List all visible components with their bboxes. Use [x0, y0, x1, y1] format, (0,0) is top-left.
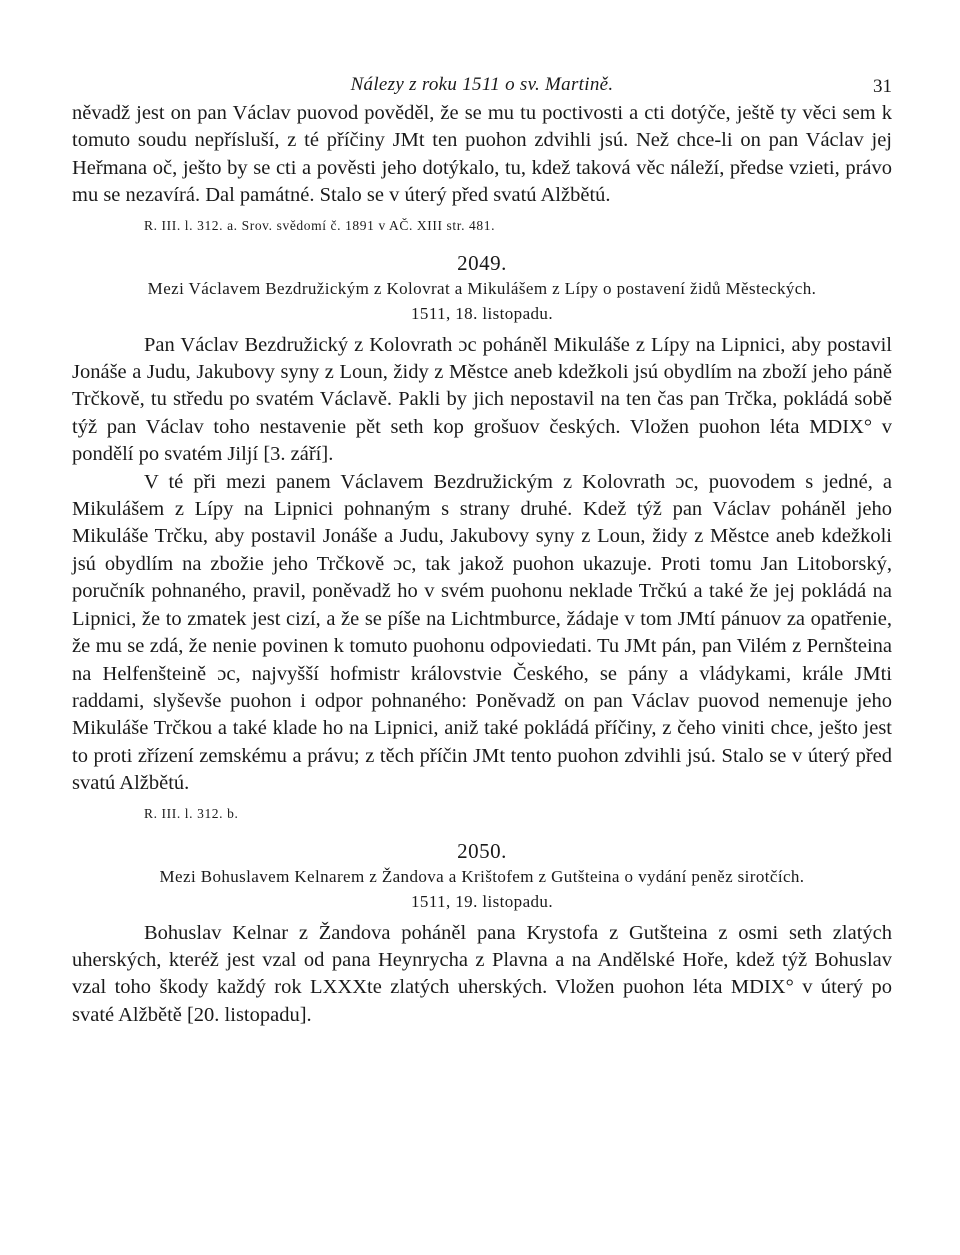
entry-title: Mezi Bohuslavem Kelnarem z Žandova a Krištofem z Gutšteina o vydání peněz sirotčích.: [159, 866, 805, 886]
running-title: Nálezy z roku 1511 o sv. Martině.: [350, 74, 614, 95]
source-reference: R. III. l. 312. b.: [144, 805, 239, 821]
entry-paragraph: Bohuslav Kelnar z Žandova poháněl pana Krystofa z Gutšteina z osmi seth zlatých uherských, kteréž jest vzal od pana Heynrycha z Plavna a na Andělské Hoře, kdež týž Bohuslav vzal toho škody každý rok LXXXte zlatých uherských. Vložen puohon léta MDIX° v úterý po svaté Alžbětě [20. listopadu].: [72, 921, 892, 1026]
entry-paragraph: Pan Václav Bezdružický z Kolovrath ɔc poháněl Mikuláše z Lípy na Lipnici, aby postavil Jonáše a Judu, Jakubovy syny z Loun, židy z Městce aneb kdežkoli jsú obydlím na zboží jeho páně Trčkově, tu středu po svatém Václavě. Pakli by jich nepostavil na ten čas pan Trčka, pokládá sobě týž pan Václav toho nestavenie pět seth kop grošuov českých. Vložen puohon léta MDIX° v pondělí po svatém Jiljí [3. září].: [72, 333, 892, 466]
entry-date: 1511, 18. listopadu.: [411, 303, 553, 323]
source-reference: R. III. l. 312. a. Srov. svědomí č. 1891 v AČ. XIII str. 481.: [144, 217, 496, 233]
document-page: [72, 66, 892, 1029]
continuation-paragraph: něvadž jest on pan Václav puovod pověděl, že se mu tu poctivosti a cti dotýče, ještě ty věci sem k tomuto soudu nepřísluší, z té příčiny JMt ten puohon zdvihli jsú. Než chce-li on pan Václav jej Heřmana oč, ješto by se cti a pověsti jeho dotýkalo, tu, kdež taková věc náleží, předse vzieti, právo mu se nezavírá. Dal památné. Stalo se v úterý před svatú Alžbětú.: [72, 102, 892, 207]
running-header: [72, 66, 892, 100]
entry-number: 2049.: [457, 250, 507, 275]
entry-paragraph: V té při mezi panem Václavem Bezdružickým z Kolovrath ɔc, puovodem s jedné, a Mikulášem z Lípy na Lipnici pohnaným s strany druhé. Kdež týž pan Václav poháněl jeho Mikuláše Trčku, aby postavil Jonáše a Judu, Jakubovy syny z Loun, židy z Městce aneb kdežkoli jsú obydlím na zbožie jeho Trčkově ɔc, tak jakož puohon ukazuje. Proti tomu Jan Litoborský, poručník pohnaného, pravil, poněvadž ho v svém puohonu neklade Trčkú a také že jej pokládá na Lipnici, že to zmatek jest cizí, a že se píše na Lichtmburce, žádaje v tom JMtí pánuov za opatřenie, že mu se zdá, že nenie povinen k tomuto puohonu odpoviedati. Tu JMt pán, pan Vilém z Pernšteina na Helfenšteině ɔc, najvyšší hofmistr královstvie Českého, se pány a vládykami, krále JMti raddami, slyševše puohon i odpor pohnaného: Poněvadž on pan Václav puovod nemenuje jeho Mikuláše Trčkou a také klade ho na Lipnici, aniž také pokládá příčiny, z čeho viniti chce, ješto jest to proti zřízení zemskému a právu; z těch příčin JMt tento puohon zdvihli jsú. Stalo se v úterý před svatú Alžbětú.: [72, 470, 892, 795]
entry-date: 1511, 19. listopadu.: [411, 891, 553, 911]
page-number: 31: [873, 76, 892, 97]
entry-number: 2050.: [457, 838, 507, 863]
entry-title: Mezi Václavem Bezdružickým z Kolovrat a Mikulášem z Lípy o postavení židů Městeckých.: [147, 278, 817, 298]
